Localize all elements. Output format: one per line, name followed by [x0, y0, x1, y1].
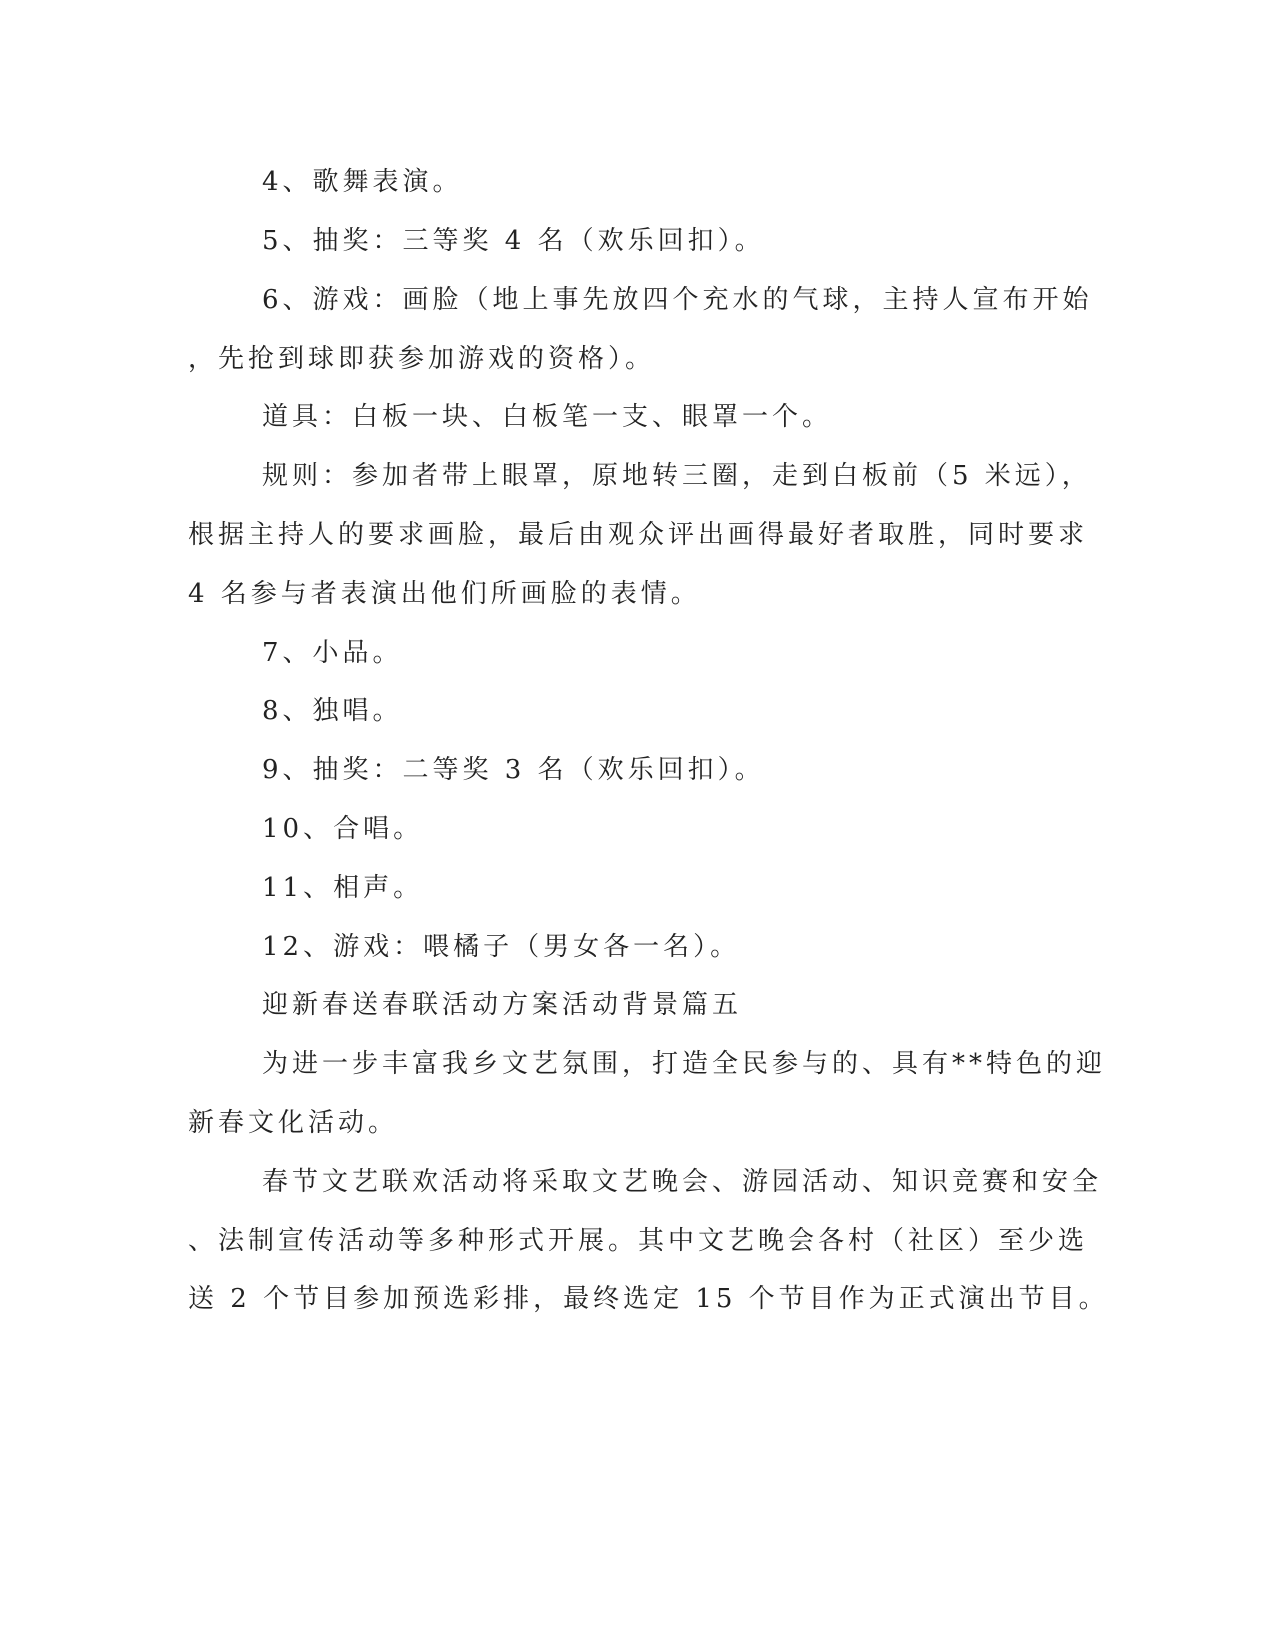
text-line: 6、游戏：画脸（地上事先放四个充水的气球，主持人宣布开始 — [262, 285, 1093, 315]
text-line: 4 名参与者表演出他们所画脸的表情。 — [188, 579, 701, 609]
text-line: 11、相声。 — [262, 873, 424, 903]
text-line: 5、抽奖：三等奖 4 名（欢乐回扣）。 — [262, 226, 765, 256]
text-line: 送 2 个节目参加预选彩排，最终选定 15 个节目作为正式演出节目。 — [188, 1284, 1109, 1314]
section-heading: 迎新春送春联活动方案活动背景篇五 — [262, 990, 743, 1020]
text-line: 10、合唱。 — [262, 814, 424, 844]
text-line: 8、独唱。 — [262, 696, 403, 726]
text-line: 4、歌舞表演。 — [262, 167, 463, 197]
text-line: 新春文化活动。 — [188, 1108, 399, 1138]
text-line: 7、小品。 — [262, 638, 403, 668]
text-line: 12、游戏：喂橘子（男女各一名）。 — [262, 932, 741, 962]
text-line: 为进一步丰富我乡文艺氛围，打造全民参与的、具有**特色的迎 — [262, 1049, 1107, 1079]
text-line: 根据主持人的要求画脸，最后由观众评出画得最好者取胜，同时要求 — [188, 520, 1089, 550]
text-line: 春节文艺联欢活动将采取文艺晚会、游园活动、知识竞赛和安全 — [262, 1167, 1103, 1197]
text-line: 规则：参加者带上眼罩，原地转三圈，走到白板前（5 米远）， — [262, 461, 1092, 491]
text-line: 9、抽奖：二等奖 3 名（欢乐回扣）。 — [262, 755, 765, 785]
text-line: 、法制宣传活动等多种形式开展。其中文艺晚会各村（社区）至少选 — [188, 1226, 1089, 1256]
text-line: ，先抢到球即获参加游戏的资格）。 — [188, 344, 656, 374]
text-line: 道具：白板一块、白板笔一支、眼罩一个。 — [262, 402, 833, 432]
